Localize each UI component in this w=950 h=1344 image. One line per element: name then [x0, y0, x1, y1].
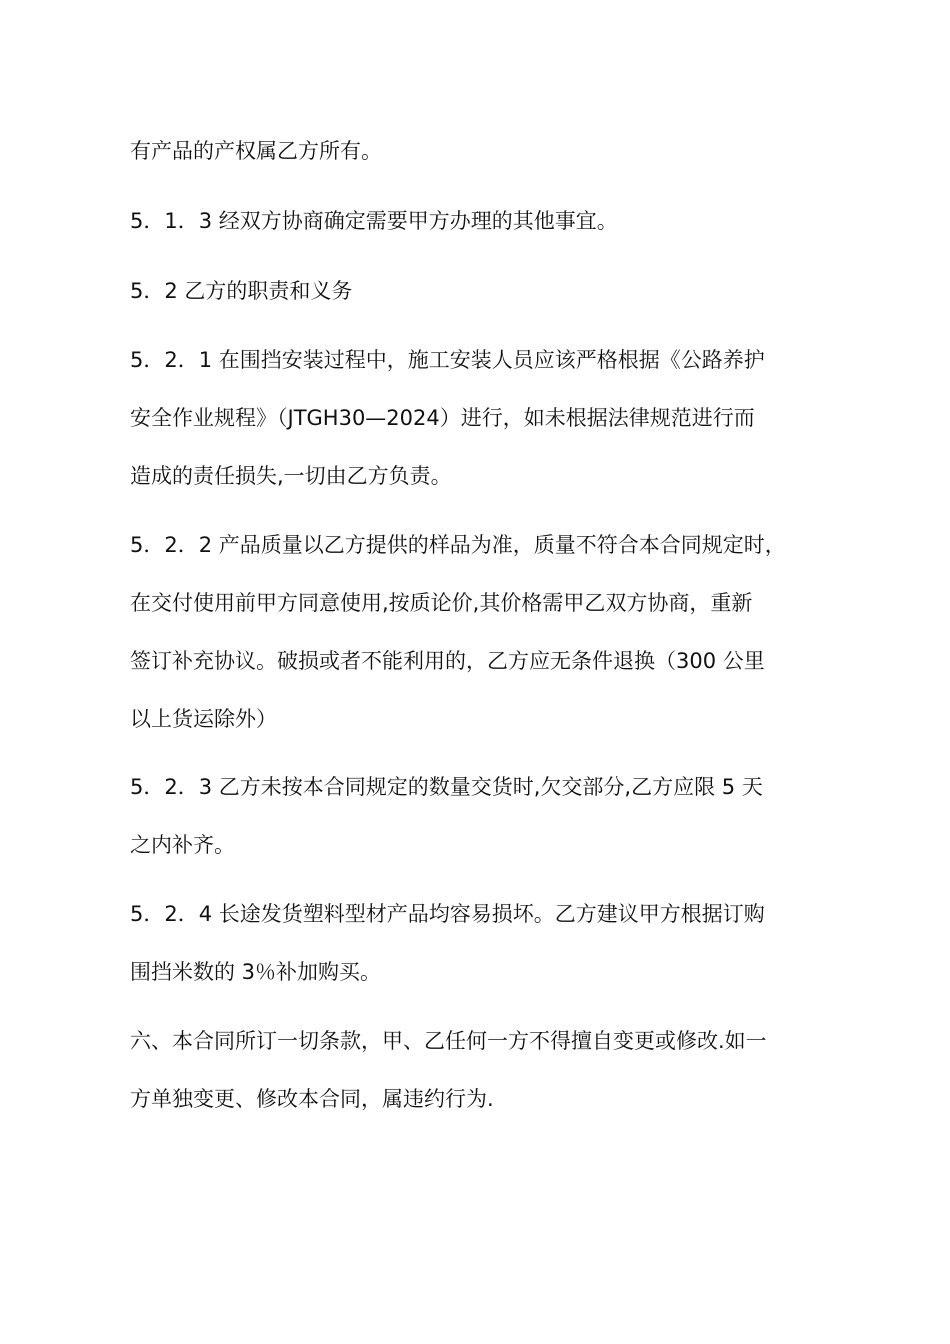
- text-line: 5．2．2 产品质量以乙方提供的样品为准，质量不符合本合同规定时，: [130, 533, 786, 557]
- text-line: 方单独变更、修改本合同，属违约行为.: [130, 1087, 494, 1111]
- text-line: 六、本合同所订一切条款，甲、乙任何一方不得擅自变更或修改.如一: [130, 1029, 767, 1053]
- text-line: 围挡米数的 3％补加购买。: [130, 960, 382, 984]
- text-line: 在交付使用前甲方同意使用,按质论价,其价格需甲乙双方协商，重新: [130, 591, 753, 615]
- text-line: 签订补充协议。破损或者不能利用的，乙方应无条件退换（300 公里: [130, 649, 765, 673]
- text-line: 造成的责任损失,一切由乙方负责。: [130, 464, 452, 488]
- text-line: 安全作业规程》（JTGH30—2024）进行，如未根据法律规范进行而: [130, 406, 755, 430]
- text-line: 5．1．3 经双方协商确定需要甲方办理的其他事宜。: [130, 209, 618, 233]
- text-line: 5．2．1 在围挡安装过程中，施工安装人员应该严格根据《公路养护: [130, 348, 765, 372]
- text-line: 以上货运除外）: [130, 707, 277, 731]
- text-line: 有产品的产权属乙方所有。: [130, 139, 382, 163]
- text-line: 5．2．3 乙方未按本合同规定的数量交货时,欠交部分,乙方应限 5 天: [130, 775, 763, 799]
- text-line: 之内补齐。: [130, 833, 235, 857]
- text-line: 5．2．4 长途发货塑料型材产品均容易损坏。乙方建议甲方根据订购: [130, 902, 765, 926]
- section-heading: 5．2 乙方的职责和义务: [130, 279, 353, 303]
